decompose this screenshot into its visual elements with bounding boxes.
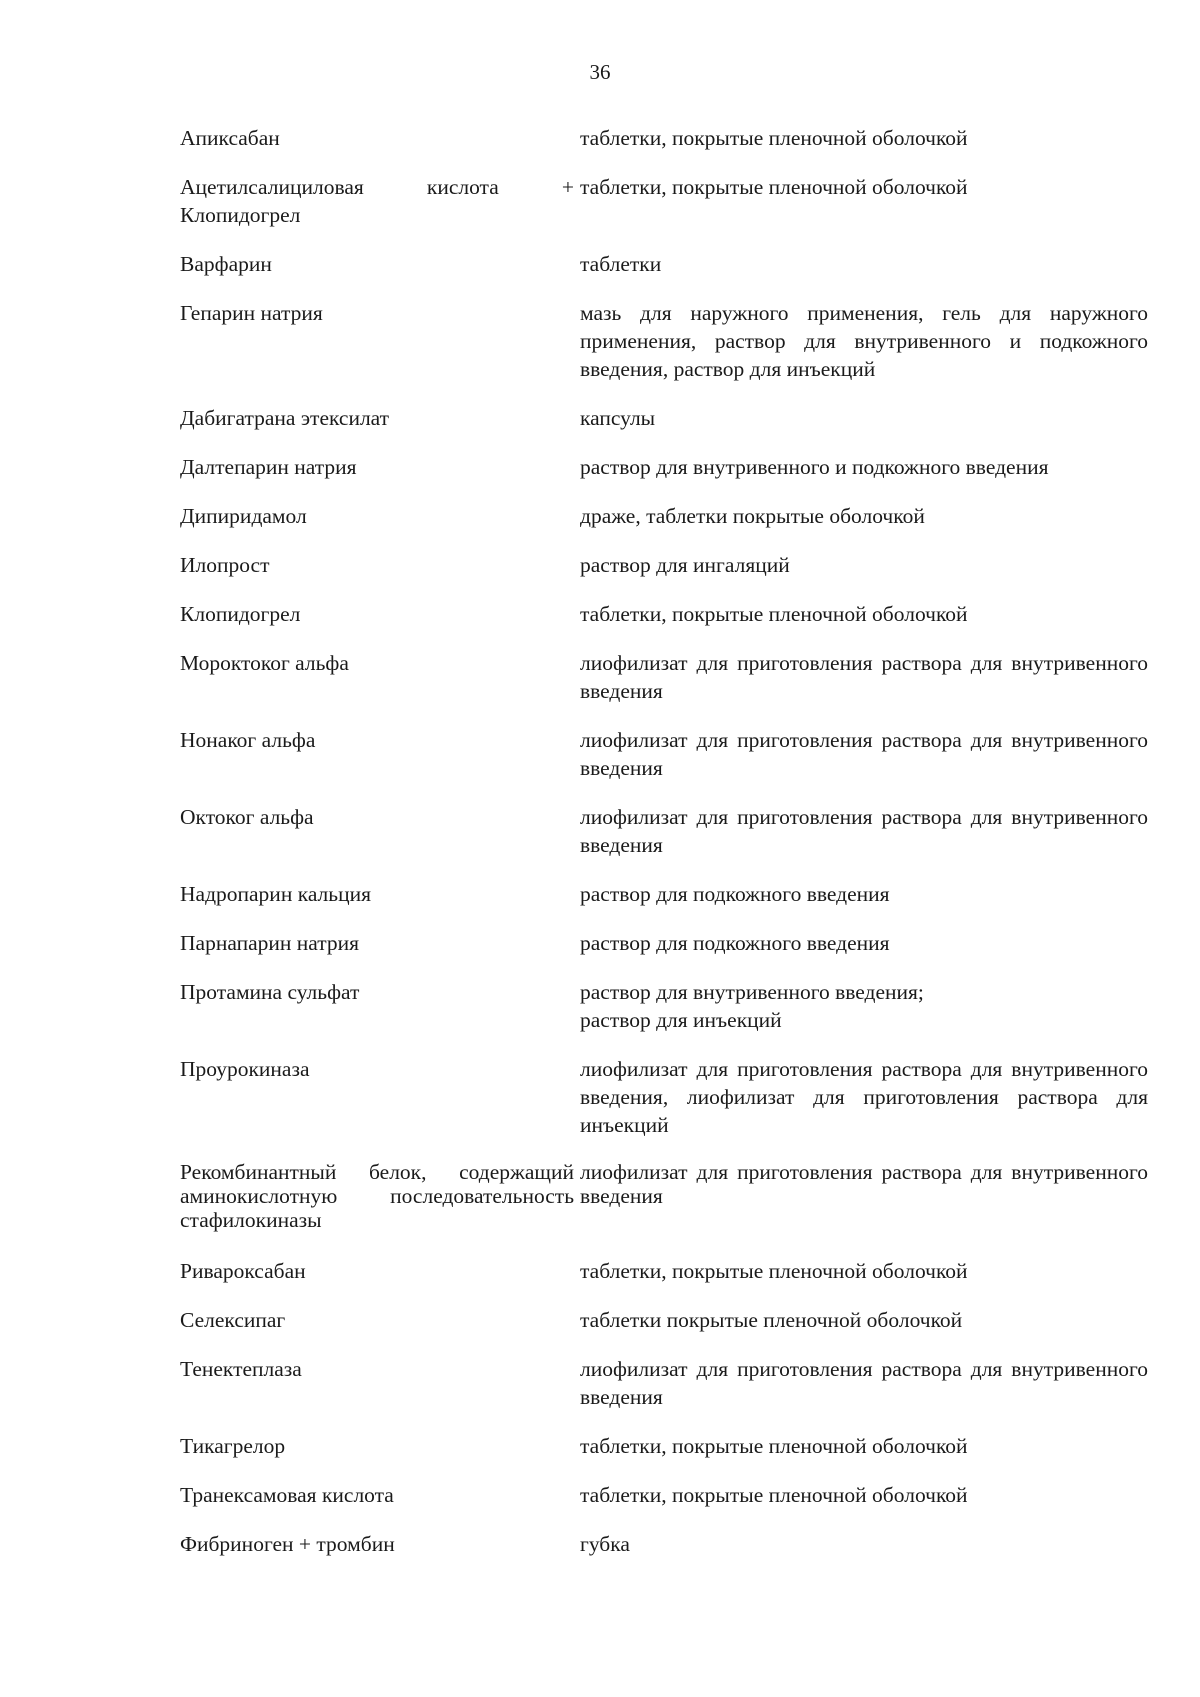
dosage-form: таблетки, покрытые пленочной оболочкой xyxy=(580,1259,968,1283)
table-row xyxy=(180,649,1148,726)
drug-name: Фибриноген + тромбин xyxy=(180,1532,395,1556)
table-row xyxy=(180,1257,1148,1306)
table-row xyxy=(180,600,1148,649)
table-row xyxy=(180,1432,1148,1481)
dosage-form: таблетки, покрытые пленочной оболочкой xyxy=(580,1434,968,1458)
drug-name: Дипиридамол xyxy=(180,504,307,528)
drug-name: Протамина сульфат xyxy=(180,980,360,1004)
dosage-form: лиофилизат для приготовления раствора для внутривенного введения xyxy=(580,805,1148,857)
table-row xyxy=(180,551,1148,600)
drug-name: Тенектеплаза xyxy=(180,1357,302,1381)
dosage-form: лиофилизат для приготовления раствора для внутривенного введения xyxy=(580,651,1148,703)
dosage-form: мазь для наружного применения, гель для наружного применения, раствор для внутривенного и подкожного введения, раствор для инъекций xyxy=(580,301,1148,381)
drug-name: Дабигатрана этексилат xyxy=(180,406,390,430)
drug-name: Октоког альфа xyxy=(180,805,314,829)
dosage-form: таблетки xyxy=(580,252,662,276)
dosage-form: лиофилизат для приготовления раствора для внутривенного введения, лиофилизат для приготовления раствора для инъекций xyxy=(580,1057,1148,1137)
drug-name: Надропарин кальция xyxy=(180,882,371,906)
dosage-form: раствор для подкожного введения xyxy=(580,882,890,906)
drug-name: Варфарин xyxy=(180,252,272,276)
table-row xyxy=(180,1160,1148,1257)
drug-name: Ацетилсалициловая кислота + Клопидогрел xyxy=(180,175,574,227)
dosage-form: капсулы xyxy=(580,406,656,430)
drug-name: Ривароксабан xyxy=(180,1259,306,1283)
table-row xyxy=(180,929,1148,978)
table-row xyxy=(180,124,1148,173)
drug-name: Апиксабан xyxy=(180,126,280,150)
dosage-form: лиофилизат для приготовления раствора для внутривенного введения xyxy=(580,728,1148,780)
dosage-form: таблетки, покрытые пленочной оболочкой xyxy=(580,175,968,199)
table-row xyxy=(180,1481,1148,1530)
table-row xyxy=(180,1306,1148,1355)
table-row xyxy=(180,502,1148,551)
drug-name: Рекомбинантный белок, содержащий аминокислотную последовательность стафилокиназы xyxy=(180,1160,574,1232)
drug-name: Селексипаг xyxy=(180,1308,286,1332)
drug-name: Гепарин натрия xyxy=(180,301,323,325)
table-row xyxy=(180,453,1148,502)
table-row xyxy=(180,978,1148,1055)
drug-name: Далтепарин натрия xyxy=(180,455,357,479)
drug-name: Транексамовая кислота xyxy=(180,1483,394,1507)
table-row xyxy=(180,173,1148,250)
dosage-form: губка xyxy=(580,1532,630,1556)
dosage-form: драже, таблетки покрытые оболочкой xyxy=(580,504,925,528)
drug-name: Проурокиназа xyxy=(180,1057,310,1081)
table-row xyxy=(180,803,1148,880)
page-number: 36 xyxy=(589,60,611,84)
dosage-form: раствор для ингаляций xyxy=(580,553,790,577)
dosage-form: раствор для внутривенного введения; раствор для инъекций xyxy=(580,980,924,1032)
table-row xyxy=(180,1055,1148,1160)
table-row xyxy=(180,1530,1148,1579)
dosage-form: таблетки, покрытые пленочной оболочкой xyxy=(580,602,968,626)
drug-name: Илопрост xyxy=(180,553,270,577)
table-row xyxy=(180,726,1148,803)
dosage-form: таблетки покрытые пленочной оболочкой xyxy=(580,1308,963,1332)
dosage-form: лиофилизат для приготовления раствора для внутривенного введения xyxy=(580,1160,1148,1208)
drug-name: Тикагрелор xyxy=(180,1434,286,1458)
dosage-form: лиофилизат для приготовления раствора для внутривенного введения xyxy=(580,1357,1148,1409)
dosage-form: таблетки, покрытые пленочной оболочкой xyxy=(580,126,968,150)
drug-name: Нонаког альфа xyxy=(180,728,316,752)
dosage-form: раствор для внутривенного и подкожного введения xyxy=(580,455,1049,479)
dosage-form: раствор для подкожного введения xyxy=(580,931,890,955)
drug-name: Парнапарин натрия xyxy=(180,931,360,955)
drug-table xyxy=(180,124,1148,1579)
drug-rows xyxy=(180,124,1148,1579)
table-row xyxy=(180,250,1148,299)
table-row xyxy=(180,299,1148,404)
drug-name: Мороктоког альфа xyxy=(180,651,349,675)
dosage-form: таблетки, покрытые пленочной оболочкой xyxy=(580,1483,968,1507)
table-row xyxy=(180,1355,1148,1432)
table-row xyxy=(180,404,1148,453)
drug-name: Клопидогрел xyxy=(180,602,301,626)
table-row xyxy=(180,880,1148,929)
